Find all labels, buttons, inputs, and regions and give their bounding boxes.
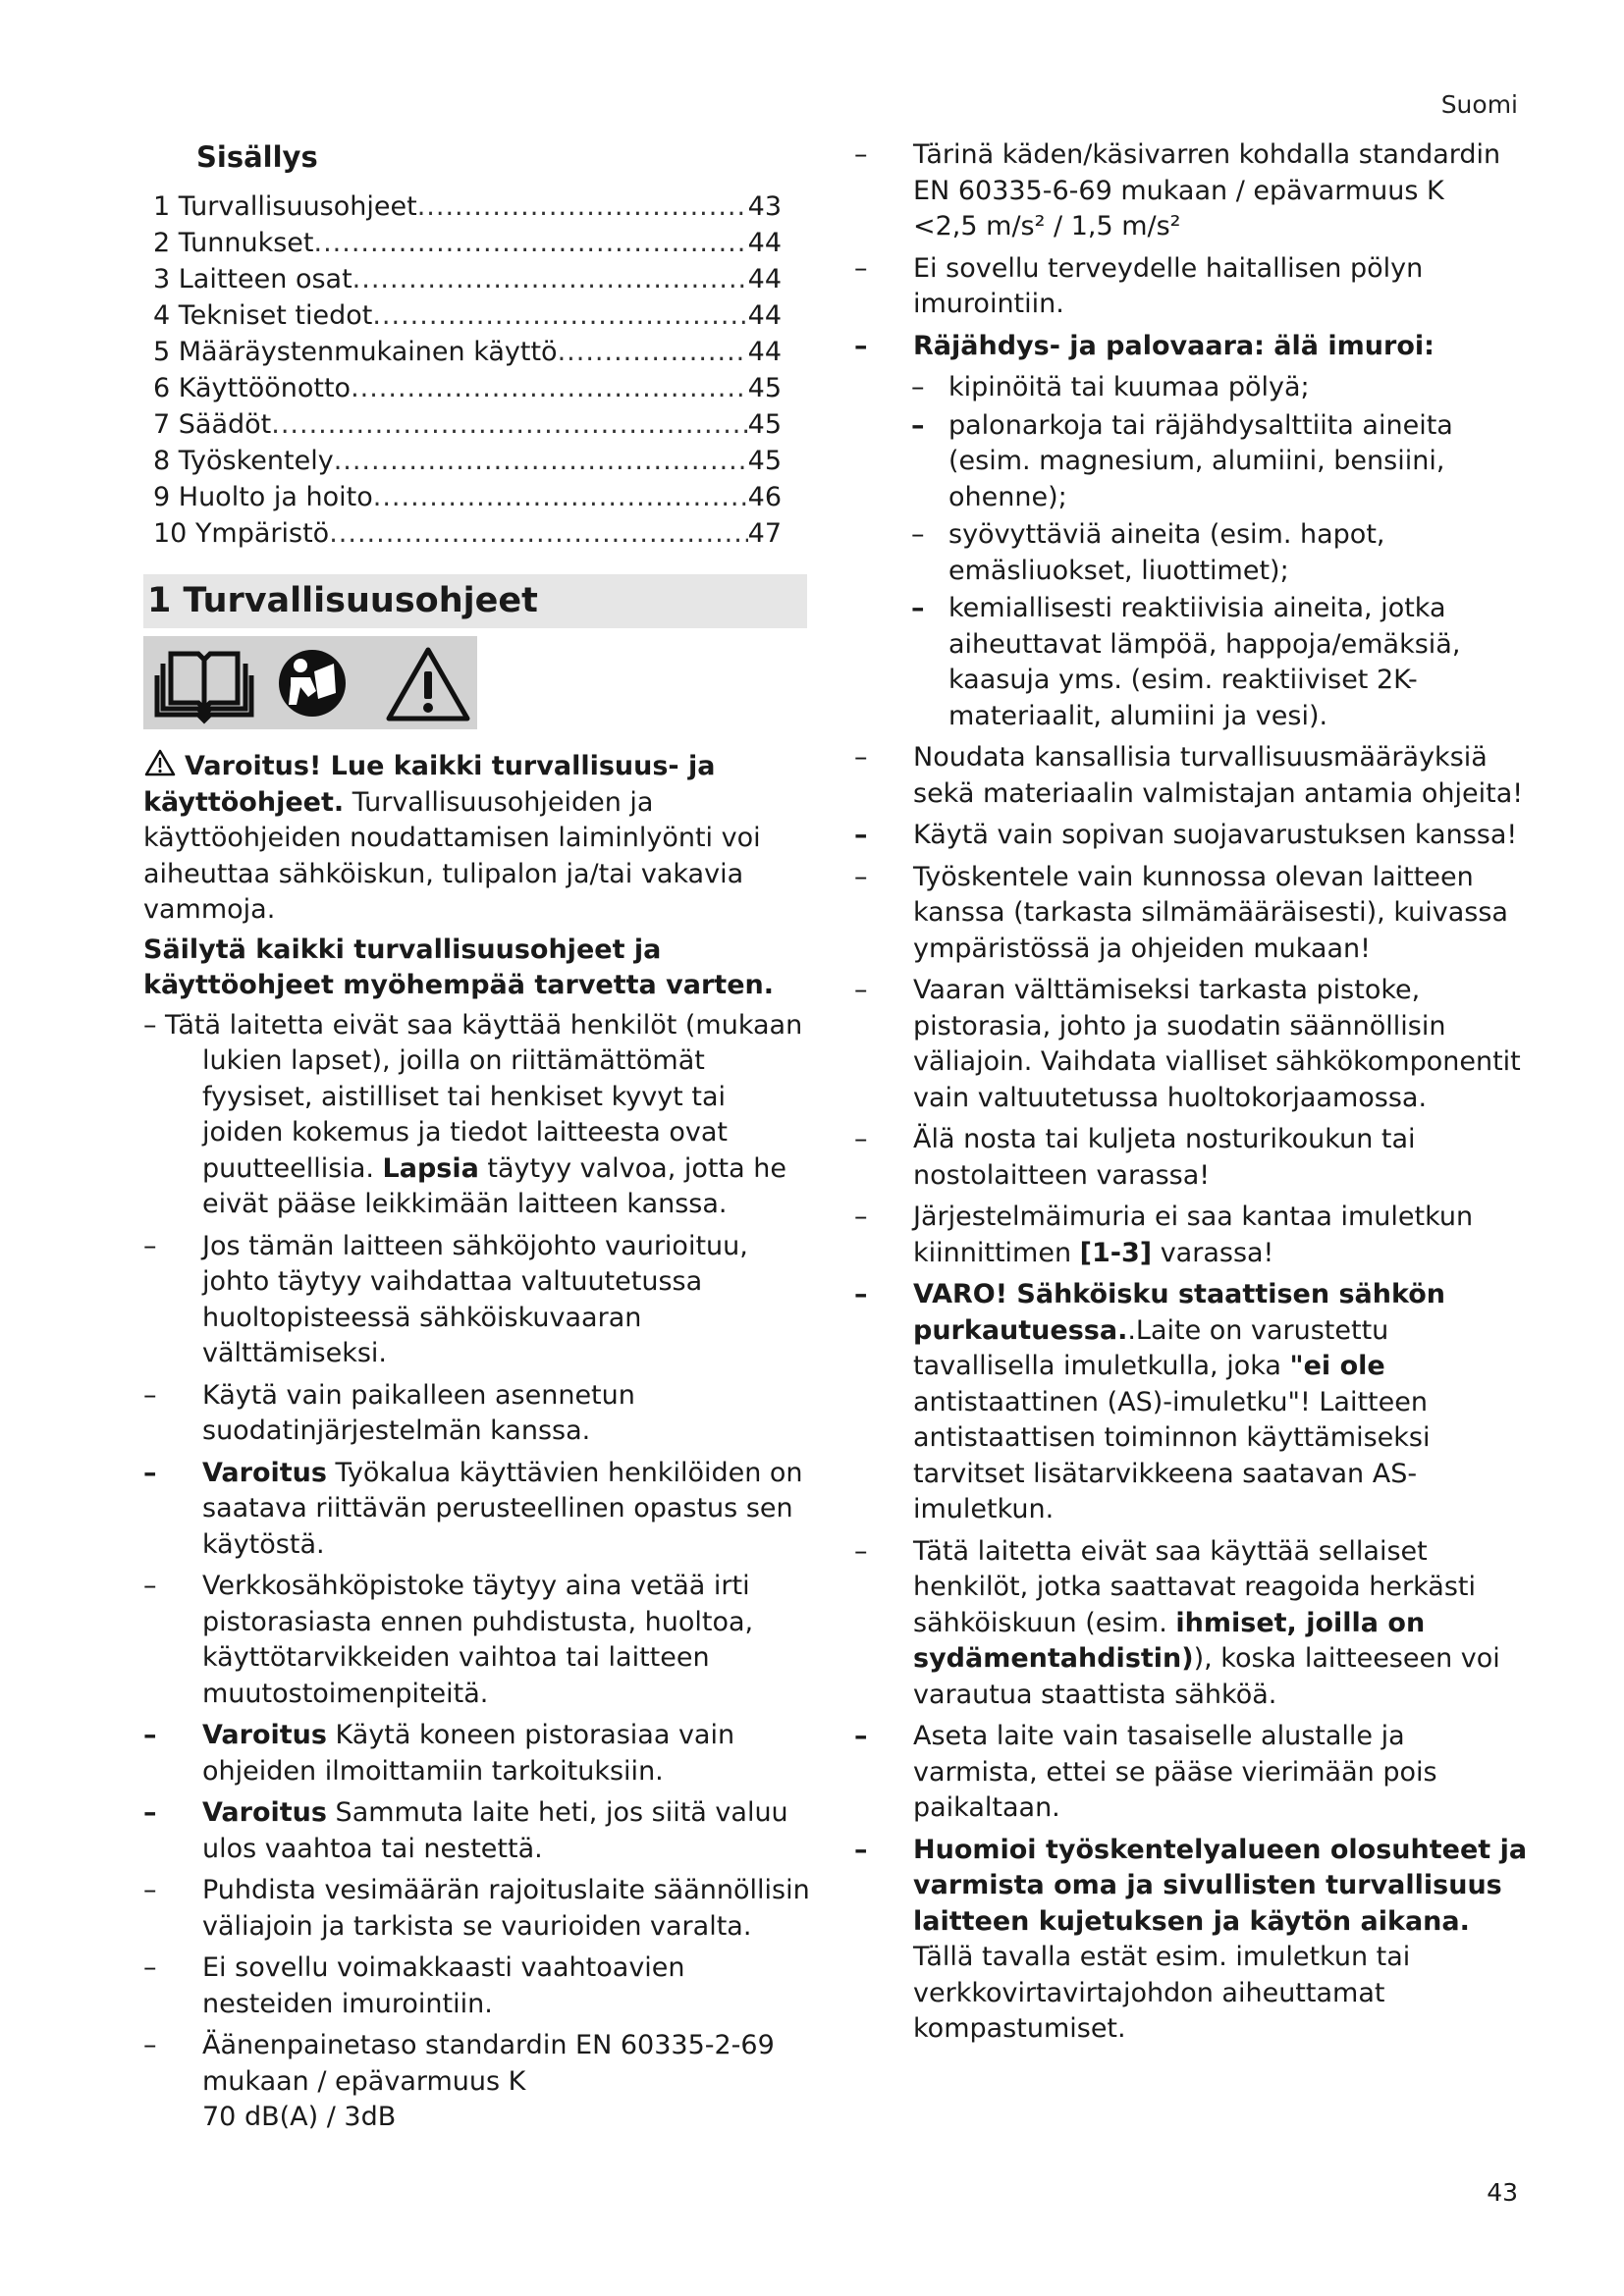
list-item: – Äänenpainetaso standardin EN 60335-2-69 mukaan / epävarmuus K 70 dB(A) / 3dB: [143, 2030, 775, 2132]
list-item: – Räjähdys- ja palovaara: älä imuroi:: [854, 330, 1435, 361]
right-column: [854, 137, 1532, 2054]
warning-icon: [143, 748, 177, 777]
list-item: – Verkkosähköpistoke täytyy aina vetää irti pistorasiasta ennen puhdistusta, huoltoa, käyttötarvikkeiden vaihtoa tai laitteen muutostoimenpiteitä.: [143, 1571, 754, 1709]
language-label: Suomi: [1440, 90, 1518, 119]
warning-icon: [389, 650, 467, 719]
sub-list-item: – kemiallisesti reaktiivisia aineita, jotka aiheuttavat lämpöä, happoja/emäksiä, kaasuja yms. (esim. reaktiiviset 2K-materiaalit, alumiini ja vesi).: [911, 593, 1461, 731]
list-item: – Puhdista vesimäärän rajoituslaite säännöllisin väliajoin ja tarkista se vaurioiden varalta.: [143, 1875, 810, 1942]
list-item: – Varoitus Käytä koneen pistorasiaa vain ohjeiden ilmoittamiin tarkoituksiin.: [143, 1720, 735, 1787]
read-manual-icon: [279, 650, 346, 717]
list-item: – Varoitus Sammuta laite heti, jos siitä valuu ulos vaahtoa tai nestettä.: [143, 1797, 788, 1864]
list-item: – Käytä vain sopivan suojavarustuksen kanssa!: [854, 820, 1518, 850]
toc-item[interactable]: 1 Turvallisuusohjeet ..... 43: [153, 188, 782, 225]
sub-list-item: – palonarkoja tai räjähdysalttiita aineita (esim. magnesium, alumiini, bensiini, ohenne);: [911, 409, 1453, 512]
toc-item[interactable]: 8 Työskentely ..... 45: [153, 443, 782, 479]
list-item: – Järjestelmäimuria ei saa kantaa imuletkun kiinnittimen [1-3] varassa!: [854, 1201, 1474, 1268]
list-item: – Vaaran välttämiseksi tarkasta pistoke, pistorasia, johto ja suodatin säännöllisin väliajoin. Vaihdata vialliset sähkökomponentit vain valtuutetussa huoltokorjaamossa.: [854, 975, 1521, 1113]
toc-title: Sisällys: [196, 140, 318, 174]
list-item: – Jos tämän laitteen sähköjohto vaurioituu, johto täytyy vaihdattaa valtuutetussa huoltopisteessä sähköiskuvaaran välttämiseksi.: [143, 1230, 748, 1368]
warning-paragraph: Varoitus! Lue kaikki turvallisuus- ja käyttöohjeet. Turvallisuusohjeiden ja käyttöohjeiden noudattamisen laiminlyönti voi aiheuttaa sähköiskun, tulipalon ja/tai vakavia vammoja.: [143, 748, 811, 929]
keep-instructions-note: Säilytä kaikki turvallisuusohjeet ja käyttöohjeet myöhempää tarvetta varten.: [143, 934, 775, 1000]
list-item: – Ei sovellu voimakkaasti vaahtoavien nesteiden imurointiin.: [143, 1952, 685, 2019]
list-item: – Ei sovellu terveydelle haitallisen pölyn imurointiin.: [854, 252, 1424, 319]
toc-item[interactable]: 2 Tunnukset ..... 44: [153, 225, 782, 261]
toc-item[interactable]: 3 Laitteen osat ..... 44: [153, 261, 782, 297]
sub-list-item: – kipinöitä tai kuumaa pölyä;: [911, 372, 1310, 402]
toc-item[interactable]: 4 Tekniset tiedot ..... 44: [153, 297, 782, 334]
left-column: [143, 748, 811, 2142]
list-item: – VARO! Sähköisku staattisen sähkön purkautuessa..Laite on varustettu tavallisella imuletkulla, joka "ei ole antistaattinen (AS)-imuletku"! Laitteen antistaattisen toiminnon käyttämiseksi tarvitset lisätarvikkeena saatavan AS-imuletkun.: [854, 1279, 1445, 1524]
page-number: 43: [1487, 2178, 1518, 2207]
sub-list-item: – syövyttäviä aineita (esim. hapot, emäsliuokset, liuottimet);: [911, 519, 1385, 586]
list-item: – Tätä laitetta eivät saa käyttää sellaiset henkilöt, jotka saattavat reagoida herkästi sähköiskuun (esim. ihmiset, joilla on sydämentahdistin)), koska laitteeseen voi varautua staattista sähköä.: [854, 1535, 1500, 1710]
list-item: – Noudata kansallisia turvallisuusmääräyksiä sekä materiaalin valmistajan antamia ohjeita!: [854, 742, 1524, 809]
toc-item[interactable]: 9 Huolto ja hoito ..... 46: [153, 479, 782, 515]
manual-icon: [157, 654, 251, 721]
list-item: – Tätä laitetta eivät saa käyttää henkilöt (mukaan lukien lapset), joilla on riittämättömät fyysiset, aistilliset tai henkiset kyvyt tai joiden kokemus ja tiedot laitteesta ovat puutteellisia. Lapsia täytyy valvoa, jotta he eivät pääse leikkimään laitteen kanssa.: [143, 1009, 803, 1219]
safety-symbols: [143, 636, 477, 729]
table-of-contents: [153, 188, 782, 552]
list-item: – Tärinä käden/käsivarren kohdalla standardin EN 60335-6-69 mukaan / epävarmuus K <2,5 m/s² / 1,5 m/s²: [854, 139, 1501, 241]
list-item: – Älä nosta tai kuljeta nosturikoukun tai nostolaitteen varassa!: [854, 1124, 1416, 1191]
vibration-value: <2,5 m/s² / 1,5 m/s²: [913, 211, 1181, 241]
toc-item[interactable]: 7 Säädöt ..... 45: [153, 406, 782, 443]
list-item: – Aseta laite vain tasaiselle alustalle ja varmista, ettei se pääse vierimään pois paikaltaan.: [854, 1721, 1437, 1823]
list-item: – Huomioi työskentelyalueen olosuhteet ja varmista oma ja sivullisten turvallisuus laitteen kujetuksen ja käytön aikana. Tällä tavalla estät esim. imuletkun tai verkkovirtavirtajohdon aiheuttamat kompastumiset.: [854, 1834, 1528, 2044]
section-heading: 1 Turvallisuusohjeet: [143, 574, 807, 628]
toc-item[interactable]: 6 Käyttöönotto ..... 45: [153, 370, 782, 406]
sound-level-value: 70 dB(A) / 3dB: [202, 2102, 397, 2132]
toc-item[interactable]: 10 Ympäristö ..... 47: [153, 515, 782, 552]
list-item: – Käytä vain paikalleen asennetun suodatinjärjestelmän kanssa.: [143, 1379, 635, 1446]
list-item: – Työskentele vain kunnossa olevan laitteen kanssa (tarkasta silmämääräisesti), kuivassa ympäristössä ja ohjeiden mukaan!: [854, 861, 1508, 964]
toc-item[interactable]: 5 Määräystenmukainen käyttö ..... 44: [153, 334, 782, 370]
list-item: – Varoitus Työkalua käyttävien henkilöiden on saatava riittävän perusteellinen opastus sen käytöstä.: [143, 1457, 803, 1560]
